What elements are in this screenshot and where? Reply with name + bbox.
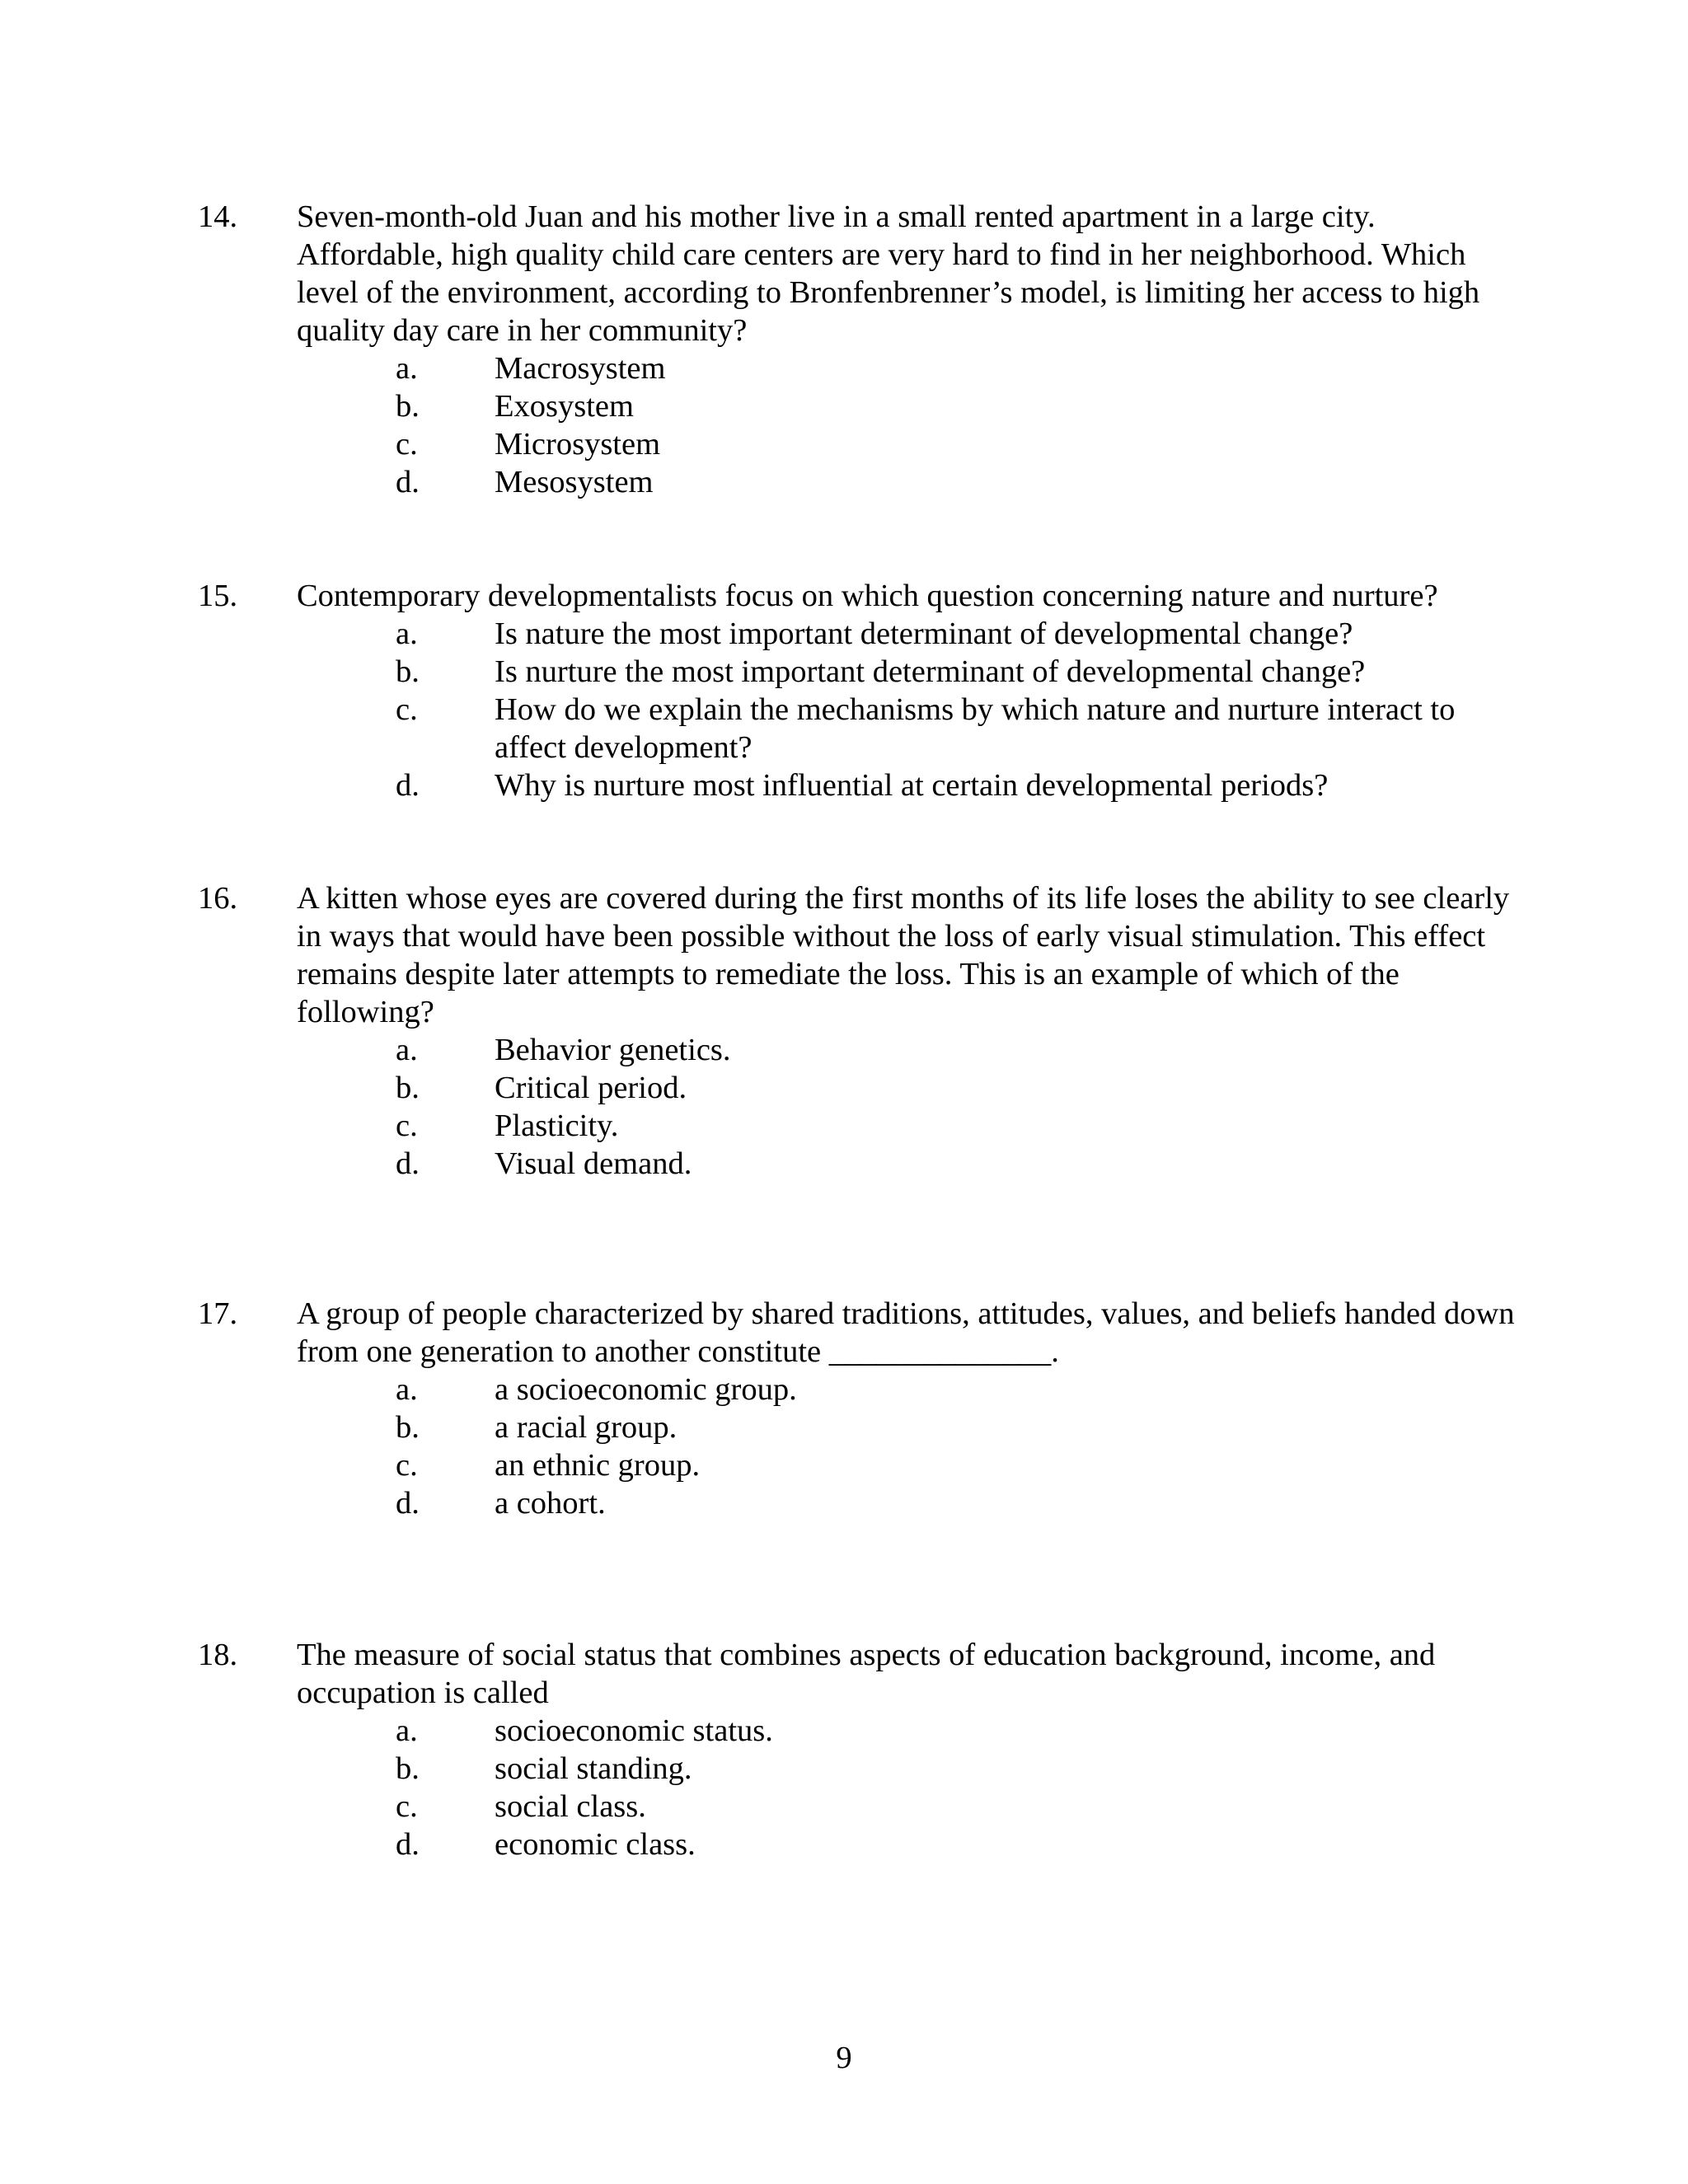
option-text: social class. — [495, 1789, 646, 1824]
option-text: How do we explain the mechanisms by which nature and nurture interact to affect development? — [495, 692, 1456, 765]
option-a — [0, 1371, 1467, 1408]
option-text: Why is nurture most influential at certain developmental periods? — [495, 768, 1329, 803]
option-d — [0, 1145, 1467, 1183]
option-letter: b. — [396, 1071, 420, 1105]
option-c — [0, 425, 1467, 463]
question-text: Seven-month-old Juan and his mother live in a small rented apartment in a large city. Affordable, high quality child care centers are very hard to find in her neighborhood. Which level of the environment, according to Bronfenbrenner’s model, is limiting her access to high quality day care in her community? — [297, 199, 1480, 348]
option-letter: b. — [396, 654, 420, 689]
option-letter: a. — [396, 351, 418, 386]
option-a — [0, 349, 1467, 387]
option-text: Plasticity. — [495, 1108, 619, 1143]
question-18 — [0, 1636, 1688, 1862]
question-number: 17. — [198, 1296, 238, 1331]
option-text: economic class. — [495, 1827, 696, 1862]
option-text: an ethnic group. — [495, 1448, 701, 1483]
option-letter: b. — [396, 1751, 420, 1786]
option-b — [0, 1069, 1467, 1107]
option-text: social standing. — [495, 1751, 692, 1786]
option-text: Is nature the most important determinant of developmental change? — [495, 616, 1353, 651]
option-text: a socioeconomic group. — [495, 1372, 797, 1407]
option-d — [0, 1825, 1467, 1863]
option-b — [0, 1408, 1467, 1446]
option-text: Macrosystem — [495, 351, 666, 386]
option-text: Mesosystem — [495, 465, 654, 499]
option-list — [0, 1371, 1467, 1522]
option-letter: c. — [396, 692, 418, 727]
option-letter: c. — [396, 1448, 418, 1483]
option-d — [0, 1484, 1467, 1522]
option-letter: a. — [396, 1372, 418, 1407]
option-text: socioeconomic status. — [495, 1713, 773, 1748]
question-number: 18. — [198, 1638, 238, 1672]
option-a — [0, 615, 1467, 653]
question-17 — [0, 1295, 1688, 1521]
option-d — [0, 463, 1467, 501]
question-text: A group of people characterized by shared traditions, attitudes, values, and beliefs handed down from one generation to another constitute ______________. — [297, 1296, 1515, 1369]
option-letter: d. — [396, 1146, 420, 1181]
option-letter: d. — [396, 465, 420, 499]
option-text: Microsystem — [495, 427, 661, 462]
option-b — [0, 653, 1467, 691]
option-text: Is nurture the most important determinant of developmental change? — [495, 654, 1366, 689]
option-text: Exosystem — [495, 389, 634, 424]
option-c — [0, 1446, 1467, 1484]
option-letter: a. — [396, 616, 418, 651]
option-b — [0, 387, 1467, 425]
question-text: Contemporary developmentalists focus on which question concerning nature and nurture? — [297, 579, 1438, 613]
option-text: a cohort. — [495, 1486, 606, 1521]
option-letter: c. — [396, 1108, 418, 1143]
question-text: The measure of social status that combines aspects of education background, income, and occupation is called — [297, 1638, 1436, 1710]
option-letter: c. — [396, 1789, 418, 1824]
option-letter: b. — [396, 1410, 420, 1445]
option-letter: d. — [396, 1827, 420, 1862]
option-letter: c. — [396, 427, 418, 462]
option-a — [0, 1712, 1467, 1750]
option-letter: d. — [396, 768, 420, 803]
option-letter: b. — [396, 389, 420, 424]
option-text: Visual demand. — [495, 1146, 692, 1181]
question-text: A kitten whose eyes are covered during the first months of its life loses the ability to see clearly in ways that would have been possible without the loss of early visual stimulation. This effect remains despite later attempts to remediate the loss. This is an example of which of the following? — [297, 881, 1510, 1029]
option-c — [0, 691, 1467, 766]
option-letter: a. — [396, 1713, 418, 1748]
option-c — [0, 1107, 1467, 1145]
option-c — [0, 1788, 1467, 1825]
question-number: 15. — [198, 579, 238, 613]
option-list — [0, 349, 1467, 501]
option-d — [0, 766, 1467, 804]
option-letter: d. — [396, 1486, 420, 1521]
option-b — [0, 1750, 1467, 1788]
option-list — [0, 615, 1467, 804]
option-text: a racial group. — [495, 1410, 678, 1445]
option-list — [0, 1031, 1467, 1183]
question-number: 14. — [198, 199, 238, 234]
option-text: Behavior genetics. — [495, 1033, 731, 1067]
option-a — [0, 1031, 1467, 1069]
question-14 — [0, 198, 1688, 499]
question-number: 16. — [198, 881, 238, 916]
option-text: Critical period. — [495, 1071, 687, 1105]
page-number: 9 — [836, 2041, 852, 2075]
option-letter: a. — [396, 1033, 418, 1067]
question-15 — [0, 577, 1688, 803]
option-list — [0, 1712, 1467, 1863]
question-16 — [0, 879, 1688, 1181]
